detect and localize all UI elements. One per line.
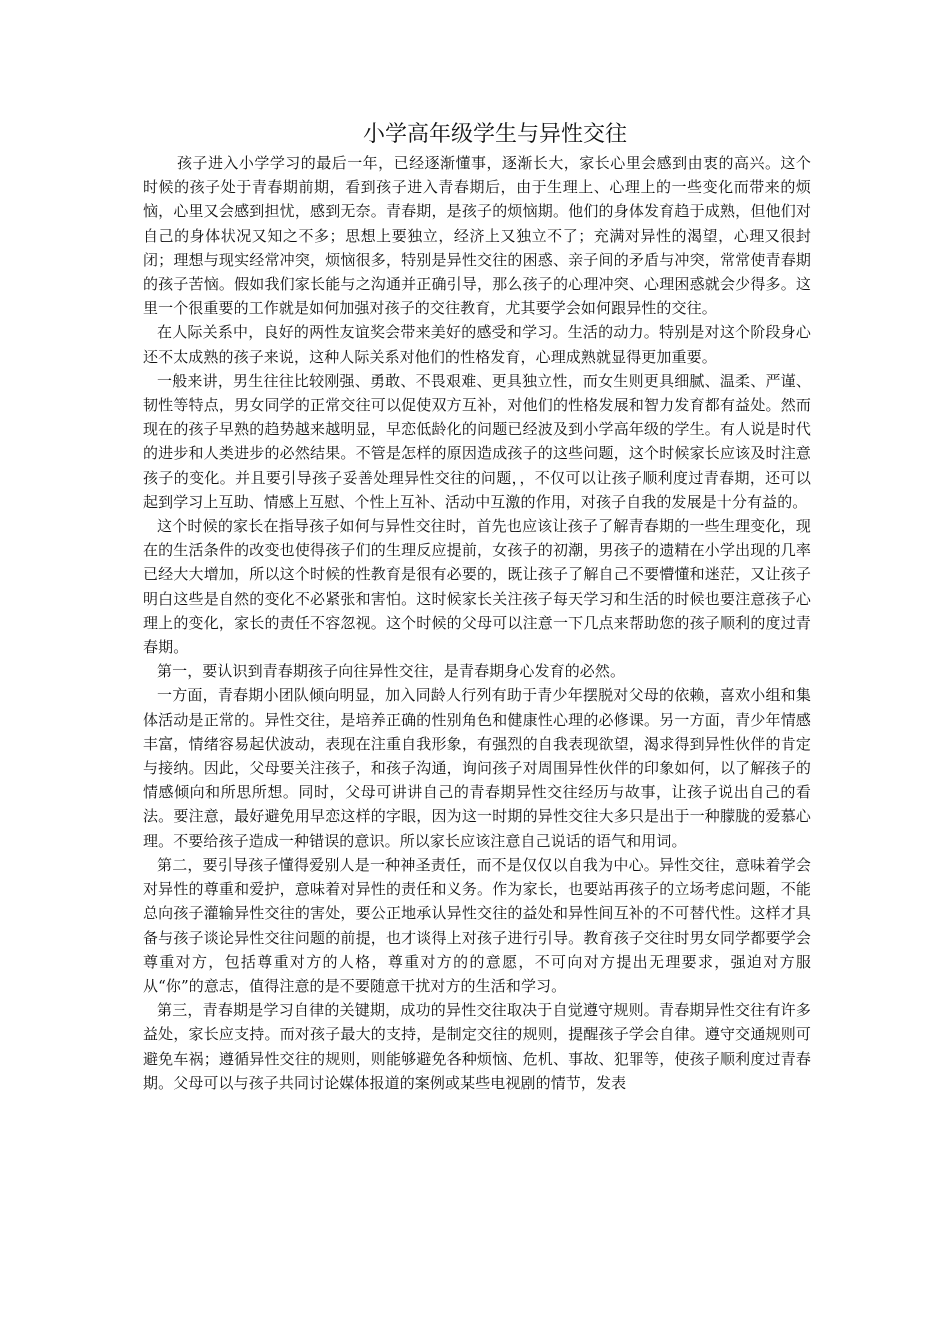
paragraph-first-point-detail: 一方面，青春期小团队倾向明显，加入同龄人行列有助于青少年摆脱对父母的依赖，喜欢小组和集体活动是正常的。异性交往，是培养正确的性别角色和健康性心理的必修课。另一方面，青少年情感丰富，情绪容易起伏波动，表现在注重自我形象，有强烈的自我表现欲望，渴求得到异性伙伴的肯定与接纳。因此，父母要关注孩子，和孩子沟通，询问孩子对周围异性伙伴的印象如何，以了解孩子的情感倾向和所思所想。同时，父母可讲讲自己的青春期异性交往经历与故事，让孩子说出自己的看法。要注意，最好避免用早恋这样的字眼，因为这一时期的异性交往大多只是出于一种朦胧的爱慕心理。不要给孩子造成一种错误的意识。所以家长应该注意自己说话的语气和用词。 — [143, 686, 811, 850]
paragraph-friendship: 在人际关系中，良好的两性友谊奖会带来美好的感受和学习。生活的动力。特别是对这个阶段身心还不太成熟的孩子来说，这种人际关系对他们的性格发育，心理成熟就显得更加重要。 — [143, 323, 811, 366]
document-body — [143, 120, 811, 1095]
paragraph-parent-guidance: 这个时候的家长在指导孩子如何与异性交往时，首先也应该让孩子了解青春期的一些生理变化，现在的生活条件的改变也使得孩子们的生理反应提前，女孩子的初潮，男孩子的遗精在小学出现的几率已经大大增加，所以这个时候的性教育是很有必要的，既让孩子了解自己不要懵懂和迷茫，又让孩子明白这些是自然的变化不必紧张和害怕。这时候家长关注孩子每天学习和生活的时候也要注意孩子心理上的变化，家长的责任不容忽视。这个时候的父母可以注意一下几点来帮助您的孩子顺利的度过青春期。 — [143, 517, 811, 657]
paragraph-gender-traits: 一般来讲，男生往往比较刚强、勇敢、不畏艰难、更具独立性，而女生则更具细腻、温柔、严谨、韧性等特点，男女同学的正常交往可以促使双方互补，对他们的性格发展和智力发育都有益处。然而现在的孩子早熟的趋势越来越明显，早恋低龄化的问题已经波及到小学高年级的学生。有人说是时代的进步和人类进步的必然结果。不管是怎样的原因造成孩子的这些问题，这个时候家长应该及时注意孩子的变化。并且要引导孩子妥善处理异性交往的问题，，不仅可以让孩子顺利度过青春期，还可以起到学习上互助、情感上互慰、个性上互补、活动中互激的作用，对孩子自我的发展是十分有益的。 — [143, 371, 811, 511]
paragraph-third-point: 第三，青春期是学习自律的关键期，成功的异性交往取决于自觉遵守规则。青春期异性交往有许多益处，家长应支持。而对孩子最大的支持，是制定交往的规则，提醒孩子学会自律。遵守交通规则可避免车祸；遵循异性交往的规则，则能够避免各种烦恼、危机、事故、犯罪等，使孩子顺利度过青春期。父母可以与孩子共同讨论媒体报道的案例或某些电视剧的情节，发表 — [143, 1001, 811, 1092]
paragraph-first-point: 第一，要认识到青春期孩子向往异性交往，是青春期身心发育的必然。 — [157, 662, 626, 681]
paragraph-second-point: 第二，要引导孩子懂得爱别人是一种神圣责任，而不是仅仅以自我为中心。异性交往，意味着学会对异性的尊重和爱护，意味着对异性的责任和义务。作为家长，也要站再孩子的立场考虑问题，不能总向孩子灌输异性交往的害处，要公正地承认异性交往的益处和异性间互补的不可替代性。这样才具备与孩子谈论异性交往问题的前提，也才谈得上对孩子进行引导。教育孩子交往时男女同学都要学会尊重对方，包括尊重对方的人格，尊重对方的的意愿，不可向对方提出无理要求，强迫对方服从“你”的意志，值得注意的是不要随意干扰对方的生活和学习。 — [143, 855, 811, 995]
paragraph-intro: 孩子进入小学学习的最后一年，已经逐渐懂事，逐渐长大，家长心里会感到由衷的高兴。这个时候的孩子处于青春期前期，看到孩子进入青春期后，由于生理上、心理上的一些变化而带来的烦恼，心里又会感到担忧，感到无奈。青春期，是孩子的烦恼期。他们的身体发育趋于成熟，但他们对自己的身体状况又知之不多；思想上要独立，经济上又独立不了；充满对异性的渴望，心理又很封闭；理想与现实经常冲突，烦恼很多，特别是异性交往的困惑、亲子间的矛盾与冲突，常常使青春期的孩子苦恼。假如我们家长能与之沟通并正确引导，那么孩子的心理冲突、心理困惑就会少得多。这里一个很重要的工作就是如何加强对孩子的交往教育，尤其要学会如何跟异性的交往。 — [143, 154, 811, 318]
document-title: 小学高年级学生与异性交往 — [362, 122, 627, 147]
